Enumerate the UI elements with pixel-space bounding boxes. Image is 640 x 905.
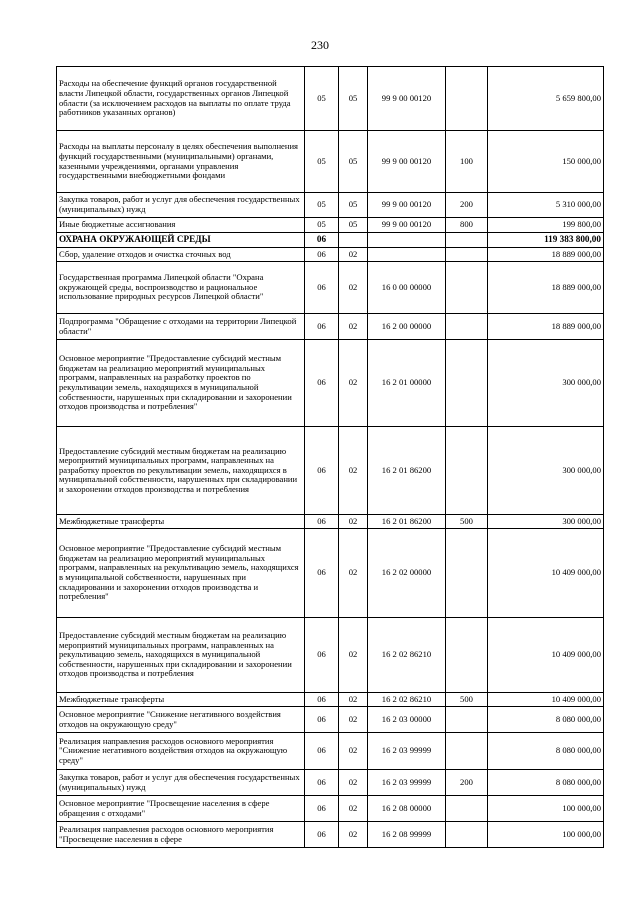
row-razdel: 05 xyxy=(305,218,339,233)
row-csr: 16 2 03 00000 xyxy=(368,707,446,733)
row-sum: 300 000,00 xyxy=(488,340,604,427)
row-sum: 10 409 000,00 xyxy=(488,529,604,618)
row-csr: 16 2 00 00000 xyxy=(368,314,446,340)
row-vr: 200 xyxy=(446,770,488,796)
row-vr xyxy=(446,707,488,733)
row-podrazdel: 05 xyxy=(339,131,368,193)
row-sum: 8 080 000,00 xyxy=(488,770,604,796)
row-razdel: 05 xyxy=(305,131,339,193)
row-name: Реализация направления расходов основного мероприятия "Снижение негативного воздействия отходов на окружающую среду" xyxy=(57,733,305,770)
row-sum: 150 000,00 xyxy=(488,131,604,193)
row-razdel: 06 xyxy=(305,822,339,848)
row-vr xyxy=(446,233,488,248)
table-row xyxy=(57,67,604,131)
row-razdel: 06 xyxy=(305,693,339,707)
table-row xyxy=(57,314,604,340)
table-row xyxy=(57,340,604,427)
row-csr: 16 2 02 86210 xyxy=(368,693,446,707)
row-name: Основное мероприятие "Снижение негативного воздействия отходов на окружающую среду" xyxy=(57,707,305,733)
row-razdel: 06 xyxy=(305,529,339,618)
row-sum: 300 000,00 xyxy=(488,515,604,529)
row-csr xyxy=(368,233,446,248)
row-podrazdel: 02 xyxy=(339,618,368,693)
row-razdel: 06 xyxy=(305,796,339,822)
row-vr: 500 xyxy=(446,693,488,707)
row-vr: 800 xyxy=(446,218,488,233)
table-row xyxy=(57,822,604,848)
row-podrazdel: 02 xyxy=(339,822,368,848)
row-vr xyxy=(446,618,488,693)
row-vr xyxy=(446,340,488,427)
row-csr: 99 9 00 00120 xyxy=(368,131,446,193)
table-row xyxy=(57,193,604,218)
row-sum: 8 080 000,00 xyxy=(488,707,604,733)
row-sum: 199 800,00 xyxy=(488,218,604,233)
row-vr xyxy=(446,67,488,131)
row-csr: 16 2 02 86210 xyxy=(368,618,446,693)
row-name: Предоставление субсидий местным бюджетам на реализацию мероприятий муниципальных программ, направленных на рекультивацию земель, находящихся в муниципальной собственности, нарушенных при складировании и захоронении отходов производства и потребления xyxy=(57,618,305,693)
row-vr xyxy=(446,733,488,770)
row-name: Расходы на обеспечение функций органов государственной власти Липецкой области, государственных органов Липецкой области (за исключением расходов на выплаты по оплате труда работников указанных органов) xyxy=(57,67,305,131)
row-podrazdel: 02 xyxy=(339,733,368,770)
row-csr: 16 2 01 86200 xyxy=(368,427,446,515)
row-sum: 18 889 000,00 xyxy=(488,314,604,340)
table-row xyxy=(57,707,604,733)
row-name: Межбюджетные трансферты xyxy=(57,693,305,707)
table-row xyxy=(57,262,604,314)
row-name: Основное мероприятие "Предоставление субсидий местным бюджетам на реализацию мероприятий муниципальных программ, направленных на рекультивацию земель, находящихся в муниципальной собственности, нарушенных при складировании и захоронении отходов производства и потребления" xyxy=(57,529,305,618)
row-vr xyxy=(446,248,488,262)
page-number: 230 xyxy=(311,38,329,52)
row-podrazdel: 02 xyxy=(339,340,368,427)
row-podrazdel: 02 xyxy=(339,314,368,340)
row-podrazdel: 02 xyxy=(339,427,368,515)
row-vr xyxy=(446,529,488,618)
table-row xyxy=(57,515,604,529)
row-name: Сбор, удаление отходов и очистка сточных вод xyxy=(57,248,305,262)
row-sum: 100 000,00 xyxy=(488,796,604,822)
row-name: Закупка товаров, работ и услуг для обеспечения государственных (муниципальных) нужд xyxy=(57,193,305,218)
row-csr: 16 2 01 00000 xyxy=(368,340,446,427)
table-row xyxy=(57,218,604,233)
row-razdel: 06 xyxy=(305,618,339,693)
table-row xyxy=(57,427,604,515)
row-razdel: 05 xyxy=(305,67,339,131)
row-vr: 200 xyxy=(446,193,488,218)
row-sum: 10 409 000,00 xyxy=(488,618,604,693)
table-row xyxy=(57,131,604,193)
row-razdel: 06 xyxy=(305,262,339,314)
row-podrazdel: 05 xyxy=(339,218,368,233)
row-sum: 18 889 000,00 xyxy=(488,248,604,262)
row-razdel: 05 xyxy=(305,193,339,218)
row-sum: 8 080 000,00 xyxy=(488,733,604,770)
row-razdel: 06 xyxy=(305,248,339,262)
row-name: Предоставление субсидий местным бюджетам на реализацию мероприятий муниципальных программ, направленных на разработку проектов по рекультивации земель, находящихся в муниципальной собственности, нарушенных при складировании и захоронении отходов производства и потребления xyxy=(57,427,305,515)
table-row xyxy=(57,770,604,796)
row-razdel: 06 xyxy=(305,733,339,770)
row-podrazdel: 02 xyxy=(339,515,368,529)
row-sum: 100 000,00 xyxy=(488,822,604,848)
row-sum: 5 659 800,00 xyxy=(488,67,604,131)
table-row xyxy=(57,796,604,822)
row-vr xyxy=(446,796,488,822)
row-vr xyxy=(446,822,488,848)
row-csr: 99 9 00 00120 xyxy=(368,67,446,131)
row-csr: 99 9 00 00120 xyxy=(368,218,446,233)
row-csr: 16 0 00 00000 xyxy=(368,262,446,314)
table-row xyxy=(57,693,604,707)
section-row xyxy=(57,233,604,248)
row-sum: 300 000,00 xyxy=(488,427,604,515)
row-csr: 16 2 08 00000 xyxy=(368,796,446,822)
section-title: ОХРАНА ОКРУЖАЮЩЕЙ СРЕДЫ xyxy=(57,233,305,248)
row-name: Иные бюджетные ассигнования xyxy=(57,218,305,233)
row-name: Подпрограмма "Обращение с отходами на территории Липецкой области" xyxy=(57,314,305,340)
row-csr: 16 2 01 86200 xyxy=(368,515,446,529)
row-podrazdel: 02 xyxy=(339,529,368,618)
row-podrazdel: 02 xyxy=(339,262,368,314)
row-razdel: 06 xyxy=(305,770,339,796)
row-vr xyxy=(446,427,488,515)
row-name: Реализация направления расходов основного мероприятия "Просвещение населения в сфере xyxy=(57,822,305,848)
row-sum: 5 310 000,00 xyxy=(488,193,604,218)
row-razdel: 06 xyxy=(305,340,339,427)
section-sum: 119 383 800,00 xyxy=(488,233,604,248)
row-razdel: 06 xyxy=(305,515,339,529)
row-name: Расходы на выплаты персоналу в целях обеспечения выполнения функций государственными (муниципальными) органами, казенными учреждениями, органами управления государственными внебюджетными фондами xyxy=(57,131,305,193)
budget-table xyxy=(56,66,604,848)
table-row xyxy=(57,529,604,618)
row-name: Основное мероприятие "Предоставление субсидий местным бюджетам на реализацию мероприятий муниципальных программ, направленных на разработку проектов по рекультивации земель, находящихся в муниципальной собственности, нарушенных при складировании и захоронении отходов производства и потребления" xyxy=(57,340,305,427)
row-podrazdel: 02 xyxy=(339,707,368,733)
row-razdel: 06 xyxy=(305,707,339,733)
row-name: Государственная программа Липецкой области "Охрана окружающей среды, воспроизводство и рациональное использование природных ресурсов Липецкой области" xyxy=(57,262,305,314)
row-podrazdel xyxy=(339,233,368,248)
table-row xyxy=(57,248,604,262)
row-csr: 16 2 03 99999 xyxy=(368,770,446,796)
row-csr: 16 2 03 99999 xyxy=(368,733,446,770)
row-csr: 16 2 02 00000 xyxy=(368,529,446,618)
row-vr xyxy=(446,314,488,340)
row-podrazdel: 02 xyxy=(339,796,368,822)
row-podrazdel: 02 xyxy=(339,248,368,262)
row-podrazdel: 02 xyxy=(339,770,368,796)
table-row xyxy=(57,618,604,693)
row-vr: 100 xyxy=(446,131,488,193)
row-razdel: 06 xyxy=(305,314,339,340)
row-csr xyxy=(368,248,446,262)
row-razdel: 06 xyxy=(305,427,339,515)
row-vr xyxy=(446,262,488,314)
row-podrazdel: 05 xyxy=(339,67,368,131)
row-razdel: 06 xyxy=(305,233,339,248)
row-name: Закупка товаров, работ и услуг для обеспечения государственных (муниципальных) нужд xyxy=(57,770,305,796)
row-name: Основное мероприятие "Просвещение населения в сфере обращения с отходами" xyxy=(57,796,305,822)
row-csr: 16 2 08 99999 xyxy=(368,822,446,848)
row-sum: 18 889 000,00 xyxy=(488,262,604,314)
row-podrazdel: 02 xyxy=(339,693,368,707)
row-sum: 10 409 000,00 xyxy=(488,693,604,707)
row-csr: 99 9 00 00120 xyxy=(368,193,446,218)
row-vr: 500 xyxy=(446,515,488,529)
row-podrazdel: 05 xyxy=(339,193,368,218)
table-row xyxy=(57,733,604,770)
row-name: Межбюджетные трансферты xyxy=(57,515,305,529)
